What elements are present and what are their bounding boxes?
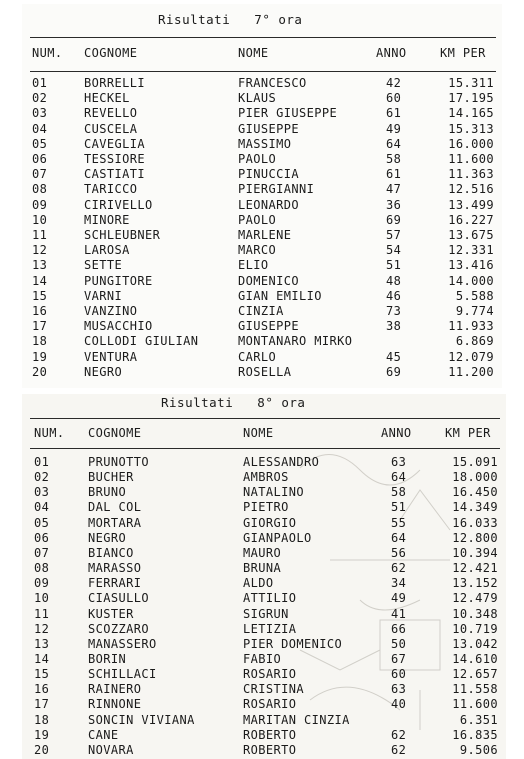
cell-anno: 62 <box>391 742 407 757</box>
cell-nome: CINZIA <box>238 304 284 318</box>
cell-num: 02 <box>32 91 48 106</box>
table-row <box>0 697 524 712</box>
cell-cognome: MUSACCHIO <box>84 319 153 334</box>
table-row <box>0 728 524 743</box>
cell-cognome: DAL COL <box>88 500 142 515</box>
cell-anno: 67 <box>391 651 407 666</box>
cell-km: 11.600 <box>452 697 498 712</box>
cell-nome: ROBERTO <box>243 727 297 742</box>
cell-km: 10.348 <box>452 606 498 621</box>
cell-anno: 58 <box>386 152 402 166</box>
cell-km: 14.000 <box>448 273 494 288</box>
cell-num: 08 <box>32 182 48 197</box>
cell-km: 14.349 <box>452 500 498 515</box>
table-row <box>0 607 524 622</box>
cell-km: 14.610 <box>452 651 498 666</box>
cell-nome: PAOLO <box>238 212 277 227</box>
cell-cognome: COLLODI GIULIAN <box>84 334 199 349</box>
table-row <box>0 500 524 515</box>
cell-km: 5.588 <box>455 288 494 303</box>
table-row <box>0 289 524 304</box>
cell-cognome: VANZINO <box>84 304 138 318</box>
cell-nome: PIERGIANNI <box>238 182 315 197</box>
cell-cognome: CANE <box>88 727 119 742</box>
cell-anno: 42 <box>386 76 402 90</box>
cell-anno: 50 <box>391 636 407 651</box>
cell-anno: 66 <box>391 621 407 636</box>
cell-km: 13.675 <box>448 228 494 242</box>
cell-anno: 54 <box>386 243 402 258</box>
cell-num: 19 <box>32 349 48 364</box>
header-km: KM PER <box>440 46 486 60</box>
cell-anno: 62 <box>391 727 407 742</box>
cell-km: 15.311 <box>448 76 494 90</box>
cell-km: 12.331 <box>448 243 494 258</box>
cell-cognome: CIASULLO <box>88 591 149 606</box>
cell-anno: 55 <box>391 515 407 530</box>
cell-km: 14.165 <box>448 106 494 121</box>
cell-cognome: RAINERO <box>88 682 142 697</box>
cell-km: 16.227 <box>448 212 494 227</box>
cell-cognome: KUSTER <box>88 606 134 621</box>
cell-nome: PIER GIUSEPPE <box>238 106 338 121</box>
table-row <box>0 561 524 576</box>
cell-num: 20 <box>34 742 50 757</box>
cell-cognome: PUNGITORE <box>84 273 153 288</box>
cell-num: 13 <box>34 636 50 651</box>
cell-nome: MAURO <box>243 545 282 560</box>
cell-nome: GIAN EMILIO <box>238 288 322 303</box>
cell-cognome: MINORE <box>84 212 130 227</box>
table-row <box>0 304 524 319</box>
cell-anno: 36 <box>386 197 402 212</box>
header-bottom-rule <box>30 71 496 72</box>
cell-num: 06 <box>34 530 50 545</box>
cell-cognome: MORTARA <box>88 515 142 530</box>
cell-nome: PIER DOMENICO <box>243 636 343 651</box>
table-row <box>0 122 524 137</box>
cell-anno: 48 <box>386 273 402 288</box>
cell-num: 20 <box>32 364 48 379</box>
cell-km: 13.416 <box>448 258 494 273</box>
cell-anno: 63 <box>391 682 407 697</box>
cell-anno: 45 <box>386 349 402 364</box>
cell-nome: MARCO <box>238 243 277 258</box>
cell-km: 15.091 <box>452 455 498 469</box>
cell-cognome: SCOZZARO <box>88 621 149 636</box>
header-anno: ANNO <box>376 46 407 60</box>
cell-anno: 41 <box>391 606 407 621</box>
cell-anno: 69 <box>386 212 402 227</box>
cell-num: 15 <box>34 667 50 682</box>
cell-nome: PAOLO <box>238 152 277 166</box>
cell-cognome: BRUNO <box>88 485 127 500</box>
cell-nome: BRUNA <box>243 561 282 576</box>
cell-num: 07 <box>34 545 50 560</box>
cell-km: 9.774 <box>455 304 494 318</box>
cell-anno: 49 <box>386 121 402 136</box>
cell-anno: 61 <box>386 167 402 182</box>
cell-anno: 60 <box>391 667 407 682</box>
cell-cognome: BUCHER <box>88 470 134 485</box>
table-row <box>0 637 524 652</box>
cell-cognome: NEGRO <box>88 530 127 545</box>
table-row <box>0 485 524 500</box>
cell-km: 6.869 <box>455 334 494 349</box>
cell-cognome: VENTURA <box>84 349 138 364</box>
cell-nome: ALDO <box>243 576 274 591</box>
cell-anno: 46 <box>386 288 402 303</box>
cell-num: 05 <box>34 515 50 530</box>
cell-km: 12.800 <box>452 530 498 545</box>
table-row <box>0 228 524 243</box>
table-row <box>0 106 524 121</box>
cell-num: 09 <box>34 576 50 591</box>
cell-num: 09 <box>32 197 48 212</box>
cell-km: 11.933 <box>448 319 494 334</box>
cell-cognome: CAVEGLIA <box>84 136 145 151</box>
cell-num: 01 <box>32 76 48 90</box>
cell-num: 10 <box>34 591 50 606</box>
cell-num: 02 <box>34 470 50 485</box>
cell-anno: 64 <box>386 136 402 151</box>
header-num: NUM. <box>32 46 63 60</box>
cell-km: 12.421 <box>452 561 498 576</box>
cell-nome: FABIO <box>243 651 282 666</box>
cell-cognome: TARICCO <box>84 182 138 197</box>
cell-nome: PIETRO <box>243 500 289 515</box>
cell-num: 04 <box>34 500 50 515</box>
cell-cognome: CIRIVELLO <box>84 197 153 212</box>
cell-anno: 49 <box>391 591 407 606</box>
header-bottom-rule <box>30 448 500 449</box>
header-top-rule <box>30 418 500 419</box>
cell-km: 11.600 <box>448 152 494 166</box>
table-row <box>0 198 524 213</box>
header-cognome: COGNOME <box>84 46 138 60</box>
cell-anno: 58 <box>391 485 407 500</box>
cell-nome: ATTILIO <box>243 591 297 606</box>
cell-num: 15 <box>32 288 48 303</box>
cell-anno: 47 <box>386 182 402 197</box>
cell-nome: GIORGIO <box>243 515 297 530</box>
cell-anno: 61 <box>386 106 402 121</box>
cell-anno: 40 <box>391 697 407 712</box>
table-row <box>0 713 524 728</box>
cell-cognome: MARASSO <box>88 561 142 576</box>
cell-anno: 51 <box>391 500 407 515</box>
cell-num: 07 <box>32 167 48 182</box>
table-row <box>0 319 524 334</box>
table-row <box>0 137 524 152</box>
cell-km: 17.195 <box>448 91 494 106</box>
cell-cognome: VARNI <box>84 288 123 303</box>
cell-km: 9.506 <box>459 742 498 757</box>
cell-km: 6.351 <box>459 712 498 727</box>
cell-num: 05 <box>32 136 48 151</box>
cell-km: 15.313 <box>448 121 494 136</box>
table-row <box>0 531 524 546</box>
table-row <box>0 243 524 258</box>
cell-anno: 73 <box>386 304 402 318</box>
cell-num: 04 <box>32 121 48 136</box>
table-row <box>0 152 524 167</box>
cell-nome: MARITAN CINZIA <box>243 712 350 727</box>
table-row <box>0 470 524 485</box>
cell-num: 08 <box>34 561 50 576</box>
cell-num: 14 <box>34 651 50 666</box>
cell-nome: AMBROS <box>243 470 289 485</box>
cell-km: 16.835 <box>452 727 498 742</box>
table-row <box>0 365 524 380</box>
table-row <box>0 667 524 682</box>
cell-km: 13.152 <box>452 576 498 591</box>
cell-cognome: BIANCO <box>88 545 134 560</box>
table-row <box>0 591 524 606</box>
cell-nome: DOMENICO <box>238 273 299 288</box>
cell-km: 13.499 <box>448 197 494 212</box>
cell-num: 03 <box>34 485 50 500</box>
table-title: Risultati 7° ora <box>158 12 303 27</box>
cell-cognome: CUSCELA <box>84 121 138 136</box>
table-row <box>0 455 524 470</box>
cell-nome: LEONARDO <box>238 197 299 212</box>
cell-anno: 51 <box>386 258 402 273</box>
cell-anno: 38 <box>386 319 402 334</box>
cell-anno: 63 <box>391 455 407 469</box>
cell-cognome: CASTIATI <box>84 167 145 182</box>
cell-km: 13.042 <box>452 636 498 651</box>
cell-km: 16.450 <box>452 485 498 500</box>
table-row <box>0 622 524 637</box>
cell-nome: GIUSEPPE <box>238 121 299 136</box>
cell-num: 12 <box>32 243 48 258</box>
cell-cognome: NOVARA <box>88 742 134 757</box>
cell-anno: 62 <box>391 561 407 576</box>
cell-nome: ROBERTO <box>243 742 297 757</box>
table-row <box>0 546 524 561</box>
cell-cognome: TESSIORE <box>84 152 145 166</box>
cell-num: 14 <box>32 273 48 288</box>
cell-num: 10 <box>32 212 48 227</box>
table-row <box>0 334 524 349</box>
table-row <box>0 213 524 228</box>
cell-nome: FRANCESCO <box>238 76 307 90</box>
cell-anno: 64 <box>391 470 407 485</box>
cell-cognome: FERRARI <box>88 576 142 591</box>
cell-nome: LETIZIA <box>243 621 297 636</box>
cell-anno: 34 <box>391 576 407 591</box>
table-row <box>0 743 524 758</box>
cell-nome: ROSARIO <box>243 667 297 682</box>
cell-cognome: SETTE <box>84 258 123 273</box>
cell-anno: 56 <box>391 545 407 560</box>
cell-num: 13 <box>32 258 48 273</box>
cell-nome: KLAUS <box>238 91 277 106</box>
cell-anno: 69 <box>386 364 402 379</box>
table-row <box>0 182 524 197</box>
cell-anno: 64 <box>391 530 407 545</box>
header-cognome: COGNOME <box>88 426 142 440</box>
cell-cognome: REVELLO <box>84 106 138 121</box>
table-row <box>0 76 524 91</box>
cell-nome: SIGRUN <box>243 606 289 621</box>
table-title: Risultati 8° ora <box>161 395 306 410</box>
cell-km: 16.000 <box>448 136 494 151</box>
cell-nome: MASSIMO <box>238 136 292 151</box>
cell-nome: NATALINO <box>243 485 304 500</box>
cell-num: 11 <box>32 228 48 242</box>
header-top-rule <box>30 37 496 38</box>
cell-num: 16 <box>32 304 48 318</box>
cell-km: 10.394 <box>452 545 498 560</box>
cell-cognome: BORRELLI <box>84 76 145 90</box>
cell-km: 12.657 <box>452 667 498 682</box>
cell-cognome: HECKEL <box>84 91 130 106</box>
cell-num: 17 <box>34 697 50 712</box>
header-num: NUM. <box>34 426 65 440</box>
cell-num: 12 <box>34 621 50 636</box>
table-row <box>0 516 524 531</box>
table-row <box>0 274 524 289</box>
cell-cognome: SONCIN VIVIANA <box>88 712 195 727</box>
header-anno: ANNO <box>381 426 412 440</box>
header-nome: NOME <box>238 46 269 60</box>
cell-cognome: SCHILLACI <box>88 667 157 682</box>
table-row <box>0 682 524 697</box>
cell-km: 12.079 <box>448 349 494 364</box>
cell-nome: ROSARIO <box>243 697 297 712</box>
table-row <box>0 576 524 591</box>
cell-km: 10.719 <box>452 621 498 636</box>
cell-km: 11.363 <box>448 167 494 182</box>
table-row <box>0 91 524 106</box>
cell-nome: CRISTINA <box>243 682 304 697</box>
cell-num: 16 <box>34 682 50 697</box>
cell-num: 17 <box>32 319 48 334</box>
cell-cognome: RINNONE <box>88 697 142 712</box>
cell-km: 11.200 <box>448 364 494 379</box>
cell-cognome: SCHLEUBNER <box>84 228 161 242</box>
cell-cognome: LAROSA <box>84 243 130 258</box>
cell-nome: ALESSANDRO <box>243 455 320 469</box>
table-row <box>0 350 524 365</box>
table-row <box>0 258 524 273</box>
cell-cognome: MANASSERO <box>88 636 157 651</box>
cell-nome: ROSELLA <box>238 364 292 379</box>
header-nome: NOME <box>243 426 274 440</box>
header-km: KM PER <box>445 426 491 440</box>
cell-nome: PINUCCIA <box>238 167 299 182</box>
cell-num: 18 <box>34 712 50 727</box>
cell-num: 18 <box>32 334 48 349</box>
cell-cognome: PRUNOTTO <box>88 455 149 469</box>
cell-nome: GIANPAOLO <box>243 530 312 545</box>
cell-nome: ELIO <box>238 258 269 273</box>
cell-num: 19 <box>34 727 50 742</box>
cell-nome: MARLENE <box>238 228 292 242</box>
cell-cognome: BORIN <box>88 651 127 666</box>
cell-nome: CARLO <box>238 349 277 364</box>
table-row <box>0 652 524 667</box>
cell-nome: GIUSEPPE <box>238 319 299 334</box>
cell-num: 11 <box>34 606 50 621</box>
table-row <box>0 167 524 182</box>
cell-cognome: NEGRO <box>84 364 123 379</box>
cell-km: 12.479 <box>452 591 498 606</box>
cell-km: 11.558 <box>452 682 498 697</box>
cell-km: 18.000 <box>452 470 498 485</box>
cell-num: 06 <box>32 152 48 166</box>
cell-km: 16.033 <box>452 515 498 530</box>
cell-num: 01 <box>34 455 50 469</box>
cell-anno: 60 <box>386 91 402 106</box>
cell-num: 03 <box>32 106 48 121</box>
cell-anno: 57 <box>386 228 402 242</box>
cell-nome: MONTANARO MIRKO <box>238 334 353 349</box>
cell-km: 12.516 <box>448 182 494 197</box>
